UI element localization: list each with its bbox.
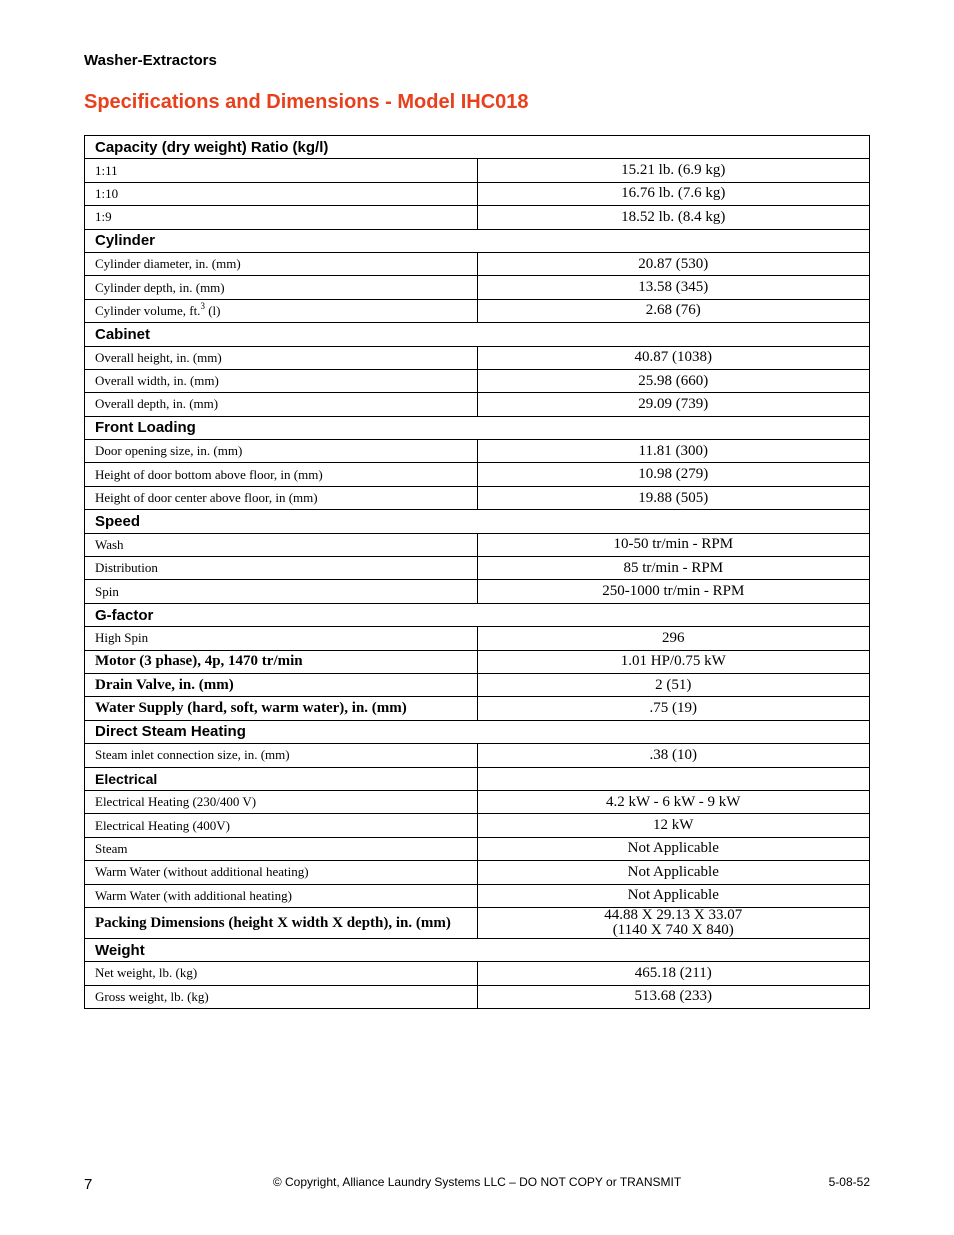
row-value: 18.52 lb. (8.4 kg): [477, 206, 870, 229]
section-heading: Capacity (dry weight) Ratio (kg/l): [85, 136, 870, 159]
row-value: Not Applicable: [477, 884, 870, 907]
row-value: 10-50 tr/min - RPM: [477, 533, 870, 556]
header-label: Washer-Extractors: [84, 52, 217, 69]
water-supply-row: [85, 697, 870, 720]
row-value: 13.58 (345): [477, 276, 870, 299]
row-value: 465.18 (211): [477, 962, 870, 985]
table-row: [85, 580, 870, 603]
row-label: Overall height, in. (mm): [85, 346, 478, 369]
row-value: 85 tr/min - RPM: [477, 557, 870, 580]
section-cabinet: [85, 323, 870, 346]
row-value: 12 kW: [477, 814, 870, 837]
row-label: Warm Water (without additional heating): [85, 861, 478, 884]
row-label: Cylinder depth, in. (mm): [85, 276, 478, 299]
row-value-empty: [477, 767, 870, 790]
section-heading: Front Loading: [85, 416, 870, 439]
footer-copyright: © Copyright, Alliance Laundry Systems LLC – DO NOT COPY or TRANSMIT: [272, 1175, 682, 1189]
row-label: 1:9: [85, 206, 478, 229]
volume-label-superscript: 3: [200, 300, 205, 311]
row-value: 10.98 (279): [477, 463, 870, 486]
drain-row: [85, 673, 870, 696]
table-row: [85, 486, 870, 509]
section-heading: Direct Steam Heating: [85, 720, 870, 743]
section-capacity: [85, 136, 870, 159]
footer-document-number: 5-08-52: [828, 1175, 870, 1189]
row-value: .75 (19): [477, 697, 870, 720]
table-row: [85, 814, 870, 837]
table-row: [85, 346, 870, 369]
section-direct-steam-heating: [85, 720, 870, 743]
table-row: [85, 369, 870, 392]
row-label: Drain Valve, in. (mm): [85, 673, 478, 696]
packing-dimensions-row: [85, 907, 870, 938]
row-value: Not Applicable: [477, 861, 870, 884]
section-heading: Speed: [85, 510, 870, 533]
row-value: 29.09 (739): [477, 393, 870, 416]
row-label: [85, 299, 478, 322]
row-label: Wash: [85, 533, 478, 556]
table-row: [85, 533, 870, 556]
row-label: Cylinder diameter, in. (mm): [85, 252, 478, 275]
section-front-loading: [85, 416, 870, 439]
section-weight: [85, 938, 870, 961]
row-label: Height of door bottom above floor, in (mm): [85, 463, 478, 486]
table-row: [85, 962, 870, 985]
footer-page-number: 7: [84, 1176, 93, 1193]
packing-mm: (1140 X 740 X 840): [612, 921, 734, 938]
row-value: 250-1000 tr/min - RPM: [477, 580, 870, 603]
row-value: [477, 907, 870, 938]
row-label: Overall depth, in. (mm): [85, 393, 478, 416]
row-value: Not Applicable: [477, 837, 870, 860]
table-row: [85, 440, 870, 463]
row-value: 40.87 (1038): [477, 346, 870, 369]
row-value: 20.87 (530): [477, 252, 870, 275]
table-row: [85, 790, 870, 813]
row-value: 2 (51): [477, 673, 870, 696]
motor-row: [85, 650, 870, 673]
row-label: Net weight, lb. (kg): [85, 962, 478, 985]
row-label: High Spin: [85, 627, 478, 650]
row-label: Steam inlet connection size, in. (mm): [85, 744, 478, 767]
table-row: [85, 837, 870, 860]
row-label: Door opening size, in. (mm): [85, 440, 478, 463]
section-electrical: [85, 767, 870, 790]
volume-label-text: Cylinder volume, ft.: [95, 302, 201, 318]
table-row: [85, 985, 870, 1008]
section-heading: Cabinet: [85, 323, 870, 346]
row-value: 25.98 (660): [477, 369, 870, 392]
row-label: Gross weight, lb. (kg): [85, 985, 478, 1008]
section-heading: Electrical: [85, 767, 478, 790]
table-row: [85, 299, 870, 322]
row-label: Water Supply (hard, soft, warm water), in. (mm): [85, 697, 478, 720]
row-value: .38 (10): [477, 744, 870, 767]
volume-label-unit: (l): [204, 302, 221, 318]
table-row: [85, 276, 870, 299]
row-label: Warm Water (with additional heating): [85, 884, 478, 907]
table-row: [85, 252, 870, 275]
row-value: 2.68 (76): [477, 299, 870, 322]
table-row: [85, 159, 870, 182]
section-heading: Cylinder: [85, 229, 870, 252]
section-heading: G-factor: [85, 603, 870, 626]
row-label: 1:10: [85, 182, 478, 205]
section-cylinder: [85, 229, 870, 252]
table-row: [85, 206, 870, 229]
row-value: 296: [477, 627, 870, 650]
table-row: [85, 884, 870, 907]
row-label: Electrical Heating (230/400 V): [85, 790, 478, 813]
page-title: Specifications and Dimensions - Model IHC018: [84, 91, 529, 113]
row-label: Height of door center above floor, in (mm): [85, 486, 478, 509]
row-label: Overall width, in. (mm): [85, 369, 478, 392]
row-label: Steam: [85, 837, 478, 860]
row-value: 19.88 (505): [477, 486, 870, 509]
section-speed: [85, 510, 870, 533]
table-row: [85, 393, 870, 416]
row-label: Motor (3 phase), 4p, 1470 tr/min: [85, 650, 478, 673]
row-label: Packing Dimensions (height X width X depth), in. (mm): [85, 907, 478, 938]
table-row: [85, 463, 870, 486]
row-label: Spin: [85, 580, 478, 603]
row-label: 1:11: [85, 159, 478, 182]
table-row: [85, 627, 870, 650]
row-value: 513.68 (233): [477, 985, 870, 1008]
table-row: [85, 861, 870, 884]
section-g-factor: [85, 603, 870, 626]
specifications-table: [84, 135, 870, 1009]
table-row: [85, 182, 870, 205]
table-row: [85, 744, 870, 767]
row-value: 1.01 HP/0.75 kW: [477, 650, 870, 673]
row-label: Distribution: [85, 557, 478, 580]
table-row: [85, 557, 870, 580]
row-value: 16.76 lb. (7.6 kg): [477, 182, 870, 205]
section-heading: Weight: [85, 938, 870, 961]
packing-inches: 44.88 X 29.13 X 33.07: [604, 906, 743, 923]
row-value: 4.2 kW - 6 kW - 9 kW: [477, 790, 870, 813]
row-label: Electrical Heating (400V): [85, 814, 478, 837]
row-value: 15.21 lb. (6.9 kg): [477, 159, 870, 182]
row-value: 11.81 (300): [477, 440, 870, 463]
